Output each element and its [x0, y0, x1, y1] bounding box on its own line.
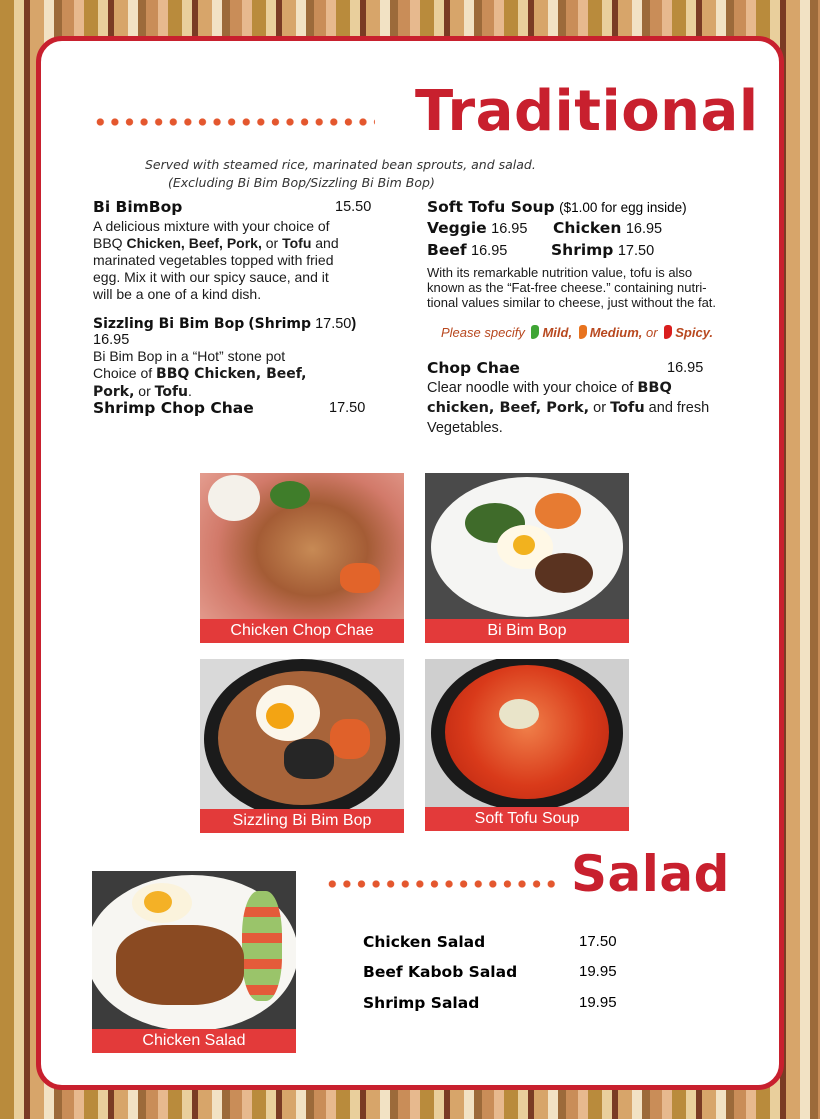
bibimbop-name: Bi BimBop	[93, 198, 183, 216]
medium-chili-icon	[579, 325, 587, 339]
photo-bi-bim-bop	[425, 473, 629, 643]
caption-chicken-chop-chae: Chicken Chop Chae	[200, 619, 404, 643]
salad-item-name: Shrimp Salad	[363, 994, 480, 1012]
sizzling-description: Bi Bim Bop in a “Hot” stone pot Choice of BBQ Chicken, Beef, Pork, or Tofu.	[93, 348, 307, 400]
photo-soft-tofu-soup	[425, 659, 629, 831]
chop-chae-name: Chop Chae	[427, 359, 520, 377]
soft-tofu-item: Soft Tofu Soup ($1.00 for egg inside) Veggie 16.95 Chicken 16.95 Beef 16.95 Shrimp 17.50 With its remarkable nutrition value, tofu is also known as the “Fat-free cheese.” containing nutri- tional values similar to cheese, just without the fat.	[427, 198, 777, 310]
photo-chicken-chop-chae	[200, 473, 404, 643]
excluding-note: (Excluding Bi Bim Bop/Sizzling Bi Bim Bop)	[168, 175, 435, 190]
salad-item	[363, 963, 663, 985]
salad-item	[363, 933, 663, 955]
salad-title: Salad	[571, 845, 730, 903]
spice-level-note: Please specify Mild, Medium, or Spicy.	[441, 325, 714, 340]
bibimbop-description: A delicious mixture with your choice of BBQ Chicken, Beef, Pork, or Tofu and marinated vegetables topped with fried egg. Mix it with our spicy sauce, and it will be a one of a kind dish.	[93, 218, 339, 302]
sizzling-item: Sizzling Bi Bim Bop (Shrimp 17.50) 16.95 Bi Bim Bop in a “Hot” stone pot Choice of BBQ Chicken, Beef, Pork, or Tofu.	[93, 316, 383, 401]
salad-item	[363, 994, 663, 1016]
dotted-divider	[93, 117, 375, 127]
soft-tofu-name: Soft Tofu Soup	[427, 198, 555, 216]
sizzling-price: 16.95	[93, 332, 130, 348]
bibimbop-price: 15.50	[335, 199, 372, 215]
soft-tofu-description: With its remarkable nutrition value, tofu is also known as the “Fat-free cheese.” containing nutri- tional values similar to cheese, just without the fat.	[427, 265, 717, 310]
caption-bi-bim-bop: Bi Bim Bop	[425, 619, 629, 643]
caption-soft-tofu-soup: Soft Tofu Soup	[425, 807, 629, 831]
salad-item-price: 17.50	[579, 933, 617, 950]
caption-chicken-salad: Chicken Salad	[92, 1029, 296, 1053]
salad-item-name: Chicken Salad	[363, 933, 486, 951]
shrimp-chop-chae-item	[93, 399, 373, 418]
photo-chicken-salad	[92, 871, 296, 1053]
traditional-title: Traditional	[415, 79, 759, 144]
mild-chili-icon	[531, 325, 539, 339]
shrimp-chop-chae-price: 17.50	[329, 400, 366, 416]
salad-item-price: 19.95	[579, 963, 617, 980]
salad-item-name: Beef Kabob Salad	[363, 963, 518, 981]
chop-chae-item	[427, 359, 747, 438]
caption-sizzling-bi-bim-bop: Sizzling Bi Bim Bop	[200, 809, 404, 833]
served-with-note: Served with steamed rice, marinated bean sprouts, and salad.	[145, 157, 536, 172]
menu-card	[36, 36, 784, 1090]
dotted-divider	[325, 879, 561, 889]
salad-item-price: 19.95	[579, 994, 617, 1011]
chop-chae-description: Clear noodle with your choice of BBQ chicken, Beef, Pork, or Tofu and fresh Vegetables.	[427, 380, 710, 436]
spicy-chili-icon	[664, 325, 672, 339]
photo-sizzling-bi-bim-bop	[200, 659, 404, 833]
shrimp-chop-chae-name: Shrimp Chop Chae	[93, 399, 254, 417]
sizzling-name: Sizzling Bi Bim Bop	[93, 316, 245, 332]
bibimbop-item	[93, 198, 373, 303]
chop-chae-price: 16.95	[667, 360, 704, 376]
